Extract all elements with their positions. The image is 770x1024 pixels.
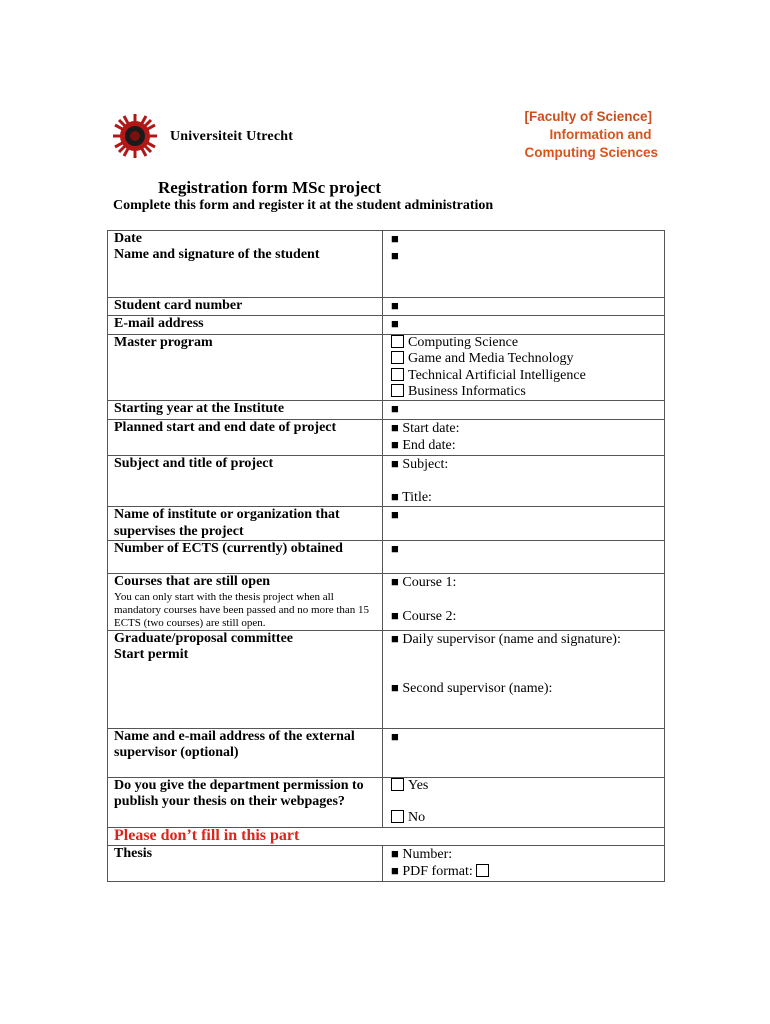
institute-field[interactable]: ■ (391, 507, 399, 523)
program-business-informatics: Business Informatics (408, 384, 526, 400)
email-field[interactable]: ■ (391, 316, 399, 332)
student-card-field[interactable]: ■ (391, 298, 399, 313)
daily-supervisor-field[interactable]: Daily supervisor (name and signature): (402, 631, 621, 647)
start-date-bullet: ■ (391, 419, 399, 435)
courses-open-label: Courses that are still open (114, 574, 271, 590)
faculty-open: [Faculty of (524, 109, 597, 124)
checkbox-tai[interactable] (391, 368, 404, 381)
committee-label: Graduate/proposal committee (114, 630, 293, 646)
external-supervisor-field[interactable]: ■ (391, 728, 399, 744)
row-ects (108, 541, 665, 574)
checkbox-game-media[interactable] (391, 351, 404, 364)
row-thesis (108, 845, 665, 881)
daily-supervisor-bullet: ■ (391, 630, 399, 646)
planned-dates-label: Planned start and end date of project (108, 419, 383, 455)
title-field[interactable]: Title: (402, 490, 432, 506)
external-supervisor-label: Name and e-mail address of the external supervisor (optional) (108, 728, 383, 777)
page-title: Registration form MSc project (158, 178, 381, 197)
row-student-card (108, 298, 665, 316)
checkbox-pdf-format[interactable] (476, 864, 489, 877)
university-seal-logo (111, 112, 159, 160)
ects-label: Number of ECTS (currently) obtained (108, 541, 383, 574)
number-bullet: ■ (391, 845, 399, 861)
date-field[interactable]: ■ (391, 231, 399, 246)
row-master-program (108, 334, 665, 401)
row-date-name (108, 231, 665, 298)
end-date-bullet: ■ (391, 437, 399, 453)
title-bullet: ■ (391, 489, 399, 505)
row-dont-fill (108, 827, 665, 845)
row-planned-dates (108, 419, 665, 455)
second-supervisor-bullet: ■ (391, 680, 399, 696)
email-label: E-mail address (108, 316, 383, 334)
starting-year-label: Starting year at the Institute (108, 401, 383, 419)
pdf-format-label: PDF format: (402, 864, 473, 880)
checkbox-computing-science[interactable] (391, 335, 404, 348)
no-label: No (408, 810, 426, 826)
date-label: Date (114, 231, 142, 246)
institute-label: Name of institute or organization that supervises the project (108, 507, 383, 541)
university-name: Universiteit Utrecht (170, 129, 294, 144)
name-signature-label: Name and signature of the student (114, 247, 320, 263)
name-signature-field[interactable]: ■ (391, 248, 399, 264)
end-date-field[interactable]: End date: (402, 438, 456, 454)
second-supervisor-field[interactable]: Second supervisor (name): (402, 681, 553, 697)
department-line-2: Computing Sciences (524, 145, 658, 160)
yes-label: Yes (408, 777, 429, 793)
permission-label: Do you give the department permission to publish your thesis on their webpages? (108, 777, 383, 827)
program-computing-science: Computing Science (408, 334, 519, 350)
course1-field[interactable]: Course 1: (402, 575, 457, 591)
subject-field[interactable]: Subject: (402, 456, 449, 472)
master-program-label: Master program (108, 334, 383, 401)
program-game-media: Game and Media Technology (408, 351, 574, 367)
checkbox-yes[interactable] (391, 778, 404, 791)
checkbox-no[interactable] (391, 810, 404, 823)
course1-bullet: ■ (391, 574, 399, 590)
faculty-close: ] (647, 109, 653, 124)
row-subject-title (108, 455, 665, 507)
department-line-1: Information and (549, 127, 652, 142)
row-institute (108, 507, 665, 541)
row-committee (108, 630, 665, 728)
starting-year-field[interactable]: ■ (391, 401, 399, 417)
start-date-field[interactable]: Start date: (402, 420, 460, 436)
row-permission (108, 777, 665, 827)
dont-fill-notice: Please don’t fill in this part (114, 826, 300, 844)
faculty-logo-text (524, 108, 658, 162)
student-card-label: Student card number (108, 298, 383, 316)
row-external-supervisor (108, 728, 665, 777)
start-permit-label: Start permit (114, 647, 189, 663)
subject-title-label: Subject and title of project (108, 455, 383, 507)
subject-bullet: ■ (391, 455, 399, 471)
program-tai: Technical Artificial Intelligence (408, 367, 586, 383)
row-courses-open (108, 574, 665, 630)
ects-field[interactable]: ■ (391, 541, 399, 557)
number-field[interactable]: Number: (402, 846, 453, 862)
row-email (108, 316, 665, 334)
registration-form-table (107, 230, 665, 882)
page-subtitle: Complete this form and register it at the student administration (113, 198, 494, 213)
faculty-science: Science (596, 109, 648, 124)
row-starting-year (108, 401, 665, 419)
thesis-label: Thesis (108, 845, 383, 881)
courses-note: You can only start with the thesis project when all mandatory courses have been passed and no more than 15 ECTS (two courses) are still open. (114, 590, 370, 629)
course2-bullet: ■ (391, 607, 399, 623)
pdf-bullet: ■ (391, 863, 399, 879)
checkbox-business-informatics[interactable] (391, 384, 404, 397)
course2-field[interactable]: Course 2: (402, 608, 457, 624)
